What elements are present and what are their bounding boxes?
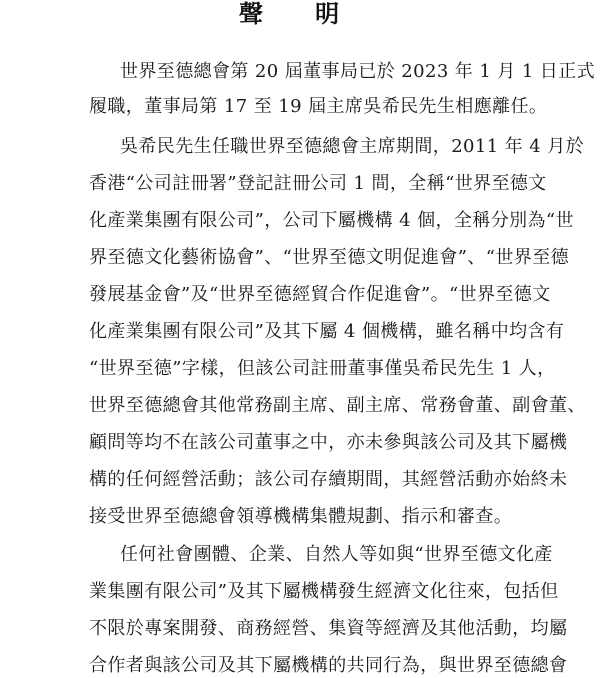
paragraph-3-line-4: 合作者與該公司及其下屬機構的共同行為，與世界至德總會 (89, 655, 568, 676)
paragraph-2-line-10: 構的任何經營活動；該公司存續期間，其經營活動亦始終未 (89, 469, 568, 490)
paragraph-2-line-3: 化產業集團有限公司”，公司下屬機構 4 個，全稱分別為“世 (89, 210, 574, 231)
paragraph-3-line-1: 任何社會團體、企業、自然人等如與“世界至德文化產 (120, 544, 553, 565)
paragraph-1-line-2: 履職，董事局第 17 至 19 屆主席吳希民先生相應離任。 (89, 96, 548, 117)
paragraph-1-line-1: 世界至德總會第 20 屆董事局已於 2023 年 1 月 1 日正式 (120, 61, 595, 82)
paragraph-2-line-4: 界至德文化藝術協會”、“世界至德文明促進會”、“世界至德 (89, 247, 570, 268)
paragraph-3-line-2: 業集團有限公司”及其下屬機構發生經濟文化往來，包括但 (89, 581, 559, 602)
paragraph-2-line-7: “世界至德”字樣，但該公司註冊董事僅吳希民先生 1 人， (89, 358, 556, 379)
paragraph-3-line-3: 不限於專案開發、商務經營、集資等經濟及其他活動，均屬 (89, 618, 568, 639)
paragraph-2-line-11: 接受世界至德總會領導機構集體規劃、指示和審查。 (89, 506, 513, 527)
paragraph-2-line-1: 吳希民先生任職世界至德總會主席期間，2011 年 4 月於 (120, 136, 585, 157)
paragraph-2-line-8: 世界至德總會其他常務副主席、副主席、常務會董、副會董、 (89, 395, 586, 416)
document-title: 聲 明 (238, 0, 362, 28)
paragraph-2-line-2: 香港“公司註冊署”登記註冊公司 1 間，全稱“世界至德文 (89, 173, 547, 194)
paragraph-2-line-5: 發展基金會”及“世界至德經貿合作促進會”。“世界至德文 (89, 284, 551, 305)
paragraph-2-line-6: 化產業集團有限公司”及其下屬 4 個機構，雖名稱中均含有 (89, 321, 565, 342)
paragraph-2-line-9: 顧問等均不在該公司董事之中，亦未參與該公司及其下屬機 (89, 432, 568, 453)
